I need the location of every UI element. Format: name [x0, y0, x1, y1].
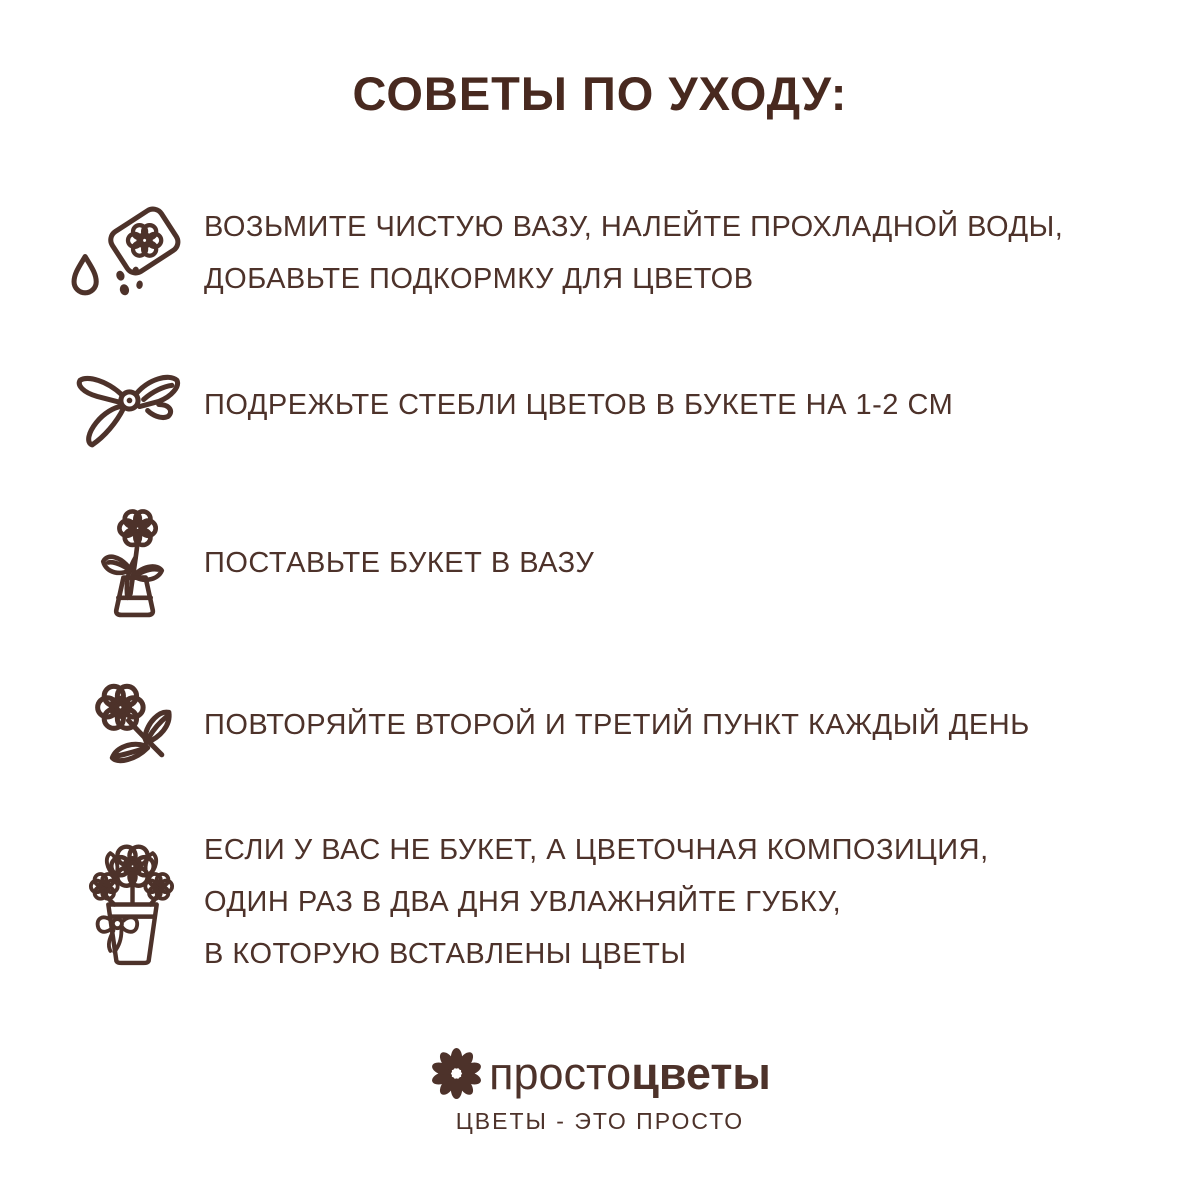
brand-flower-icon [429, 1046, 484, 1101]
tip-text-4 [204, 699, 1030, 751]
flower-pot-icon [58, 838, 204, 967]
brand-tagline: ЦВЕТЫ - ЭТО ПРОСТО [455, 1108, 745, 1134]
flower-in-vase-icon [58, 507, 204, 620]
brand-footer [0, 1046, 1200, 1135]
page-title: СОВЕТЫ ПО УХОДУ: [352, 67, 848, 120]
tip-text-1 [204, 201, 1063, 305]
flower-icon [58, 675, 204, 776]
brand-wordmark [489, 1048, 771, 1100]
tip-4-line-1: ПОВТОРЯЙТЕ ВТОРОЙ И ТРЕТИЙ ПУНКТ КАЖДЫЙ ДЕНЬ [204, 709, 1030, 741]
tip-row-4 [58, 676, 1165, 774]
brand-word-regular: просто [489, 1047, 632, 1099]
tip-5-line-2: ОДИН РАЗ В ДВА ДНЯ УВЛАЖНЯЙТЕ ГУБКУ, [204, 886, 842, 918]
brand-word-bold: цветы [631, 1047, 771, 1099]
tip-text-5 [204, 824, 989, 980]
flower-food-packet-icon [58, 203, 204, 304]
tip-5-line-1: ЕСЛИ У ВАС НЕ БУКЕТ, А ЦВЕТОЧНАЯ КОМПОЗИЦИЯ, [204, 834, 989, 866]
tip-2-line-1: ПОДРЕЖЬТЕ СТЕБЛИ ЦВЕТОВ В БУКЕТЕ НА 1-2 СМ [204, 389, 954, 421]
tip-text-2 [204, 379, 953, 431]
brand-logo [0, 1046, 1200, 1101]
tip-5-line-3: В КОТОРУЮ ВСТАВЛЕНЫ ЦВЕТЫ [204, 938, 687, 970]
tip-row-3 [58, 506, 1165, 620]
tip-text-3 [204, 537, 594, 589]
tip-1-line-2: ДОБАВЬТЕ ПОДКОРМКУ ДЛЯ ЦВЕТОВ [204, 263, 754, 295]
tip-row-1 [58, 192, 1165, 314]
tip-1-line-1: ВОЗЬМИТЕ ЧИСТУЮ ВАЗУ, НАЛЕЙТЕ ПРОХЛАДНОЙ ВОДЫ, [204, 211, 1064, 243]
tip-row-2 [58, 356, 1165, 454]
tip-3-line-1: ПОСТАВЬТЕ БУКЕТ В ВАЗУ [204, 547, 595, 579]
pruning-shears-icon [58, 362, 204, 448]
tip-row-5 [58, 834, 1165, 970]
